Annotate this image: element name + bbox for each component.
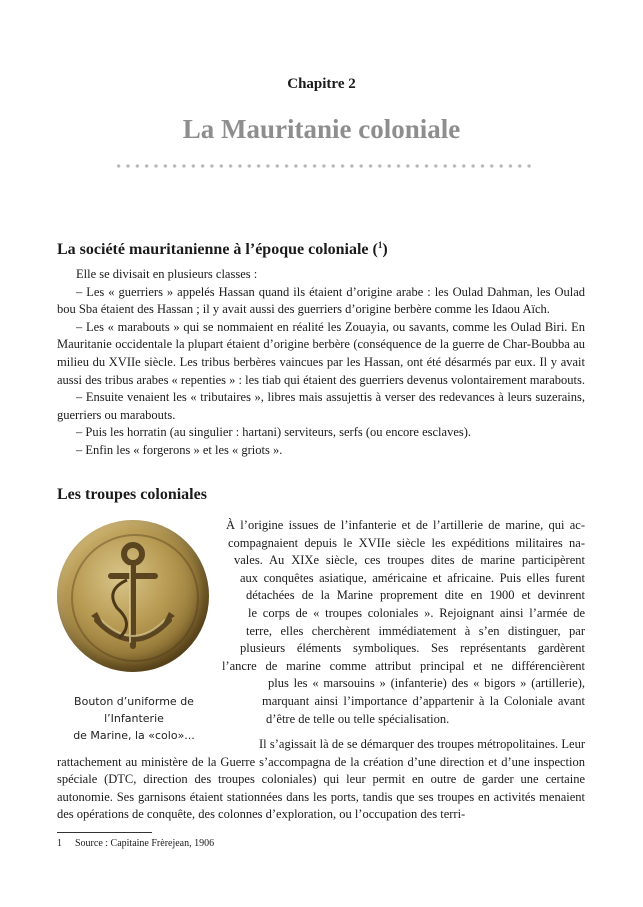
text-line: l’ancre de marine comme attribut principal et ne différencièrent: [222, 658, 585, 673]
text-line: vales. Au XIXe siècle, ces troupes dites de marine participèrent: [234, 553, 585, 568]
chapter-label: Chapitre 2: [287, 76, 356, 92]
paragraph: Il s’agissait là de se démarquer des troupes métropolitaines. Leur rattachement au ministère de la Guerre s’accompagna de la création d’une direction et d’une inspection spéciale (DTC, direction des troupes coloniales) qui leur permit en outre de garder une certaine autonomie. Ses garnisons étaient stationnées dans les ports, tandis que ses troupes en activités menaient des opérations de conquête, des colonnes d’exploration, ou l’occupation des terri-: [57, 737, 585, 822]
troops-wrapped-text: [222, 517, 585, 728]
section-heading-society: [57, 240, 388, 259]
paragraph: – Ensuite venaient les « tributaires », libres mais assujettis à verser des redevances à leurs suzerains, guerriers ou marabouts.: [57, 390, 585, 422]
caption-line: de Marine, la «colo»...: [73, 729, 195, 742]
section-heading-close: ): [382, 241, 388, 258]
section-heading-text: La société mauritanienne à l’époque coloniale (: [57, 241, 378, 258]
caption-line: Bouton d’uniforme de l’Infanterie: [74, 695, 194, 725]
text-line: compagnaient depuis le XVIIe siècle les expéditions militaires na-: [228, 535, 585, 550]
footnote-number: 1: [57, 838, 62, 849]
paragraph: – Les « guerriers » appelés Hassan quand ils étaient d’origine arabe : les Oulad Dahman, les Oulad bou Sba étaient des Hassan ; il y avait aussi des guerriers d’origine berbère comme les Idaou Aïch.: [57, 284, 585, 317]
text-line: terre, elles cherchèrent immédiatement à s’en distinguer, par: [246, 623, 585, 638]
text-line: marquant ainsi l’importance d’appartenir à la Coloniale avant: [262, 693, 585, 708]
footnote-text: Source : Capitaine Frèrejean, 1906: [75, 838, 215, 849]
text-line: détachées de la Marine proprement dite en 1900 et devinrent: [246, 588, 585, 603]
paragraph: – Puis les horratin (au singulier : hartani) serviteurs, serfs (ou encore esclaves).: [76, 425, 472, 440]
anchor-icon: [57, 520, 209, 672]
footnote-rule: [57, 832, 152, 833]
text-line: le corps de « troupes coloniales ». Rejoignant ainsi l’armée de: [248, 605, 585, 620]
section-heading-troops: Les troupes coloniales: [57, 486, 207, 503]
footnote-ref: 1: [377, 240, 383, 250]
dotted-divider: [114, 162, 532, 170]
uniform-button-image: [57, 520, 209, 672]
text-line: aux conquêtes asiatique, américaine et africaine. Puis elles furent: [240, 570, 585, 585]
text-line: d’être de telle ou telle spécialisation.: [266, 711, 450, 726]
text-line: plusieurs éléments symboliques. Ses représentants gardèrent: [240, 641, 585, 656]
paragraph: – Les « marabouts » qui se nommaient en réalité les Zouayia, ou savants, comme les Oulad Biri. En Mauritanie occidentale la plupart étaient d’origine berbère (conséquence de la guerre de Char-Boubba au milieu du XVIIe siècle. Les tribus berbères vaincues par les Hassan, ont été désarmés par eux. Il y avait aussi des tribus arabes « repenties » : les tiab qui étaient des guerriers devenus volontairement marabouts.: [57, 319, 585, 387]
troops-closing-text: [57, 736, 585, 824]
text-line: plus les « marsouins » (infanterie) des « bigors » (artillerie),: [268, 676, 585, 691]
footnote: [57, 838, 214, 849]
paragraph: Elle se divisait en plusieurs classes :: [76, 267, 258, 281]
society-text: [57, 266, 585, 460]
chapter-title: La Mauritanie coloniale: [182, 114, 461, 144]
paragraph: – Enfin les « forgerons » et les « griots ».: [76, 442, 283, 457]
text-line: À l’origine issues de l’infanterie et de l’artillerie de marine, qui ac-: [226, 518, 585, 532]
